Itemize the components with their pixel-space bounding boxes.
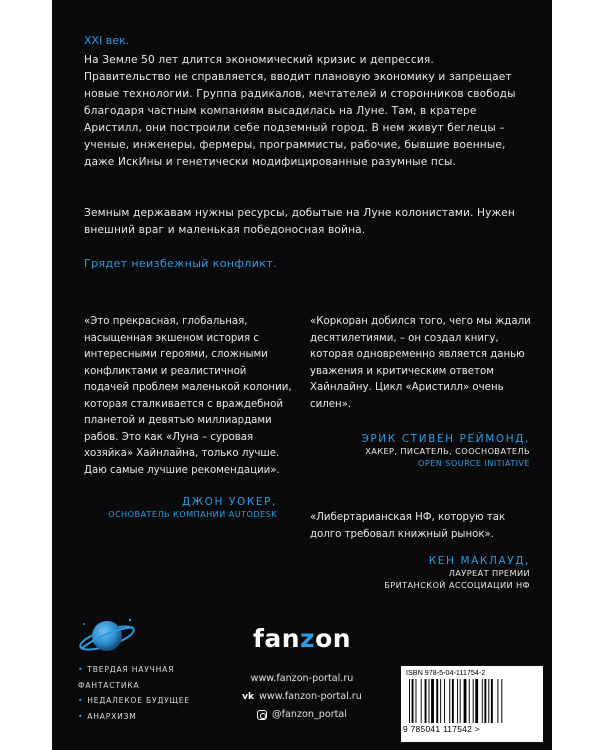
author-role: ОСНОВАТЕЛЬ КОМПАНИИ AUTODESK [108, 509, 277, 519]
synopsis-paragraph-2: Земным державам нужны ресурсы, добытые на Луне колонистами. Нужен внешний враг и маленькая победоносная война. [84, 207, 516, 236]
genre-item: • НЕДАЛЕКОЕ БУДУЩЕЕ [78, 696, 190, 705]
bullet-icon: • [78, 696, 84, 705]
publisher-links [202, 670, 402, 724]
review-quote-raymond: «Коркоран добился того, чего мы ждали десятилетиями, – он создал книгу, которая одновременно является данью уважения и критическим ответом Хайнлайну. Цикл «Аристилл» очень силен». [310, 316, 531, 410]
isbn-text: ISBN 978-5-04-111754-2 [406, 668, 486, 677]
genre-item: • АНАРХИЗМ [78, 711, 137, 721]
isbn-barcode [401, 666, 543, 742]
review-author-walker [57, 496, 277, 520]
fanzon-logo: fanzon [252, 624, 352, 653]
vk-link[interactable]: vk www.fanzon-portal.ru [202, 688, 402, 706]
review-author-raymond [300, 433, 530, 469]
author-role: ЛАУРЕАТ ПРЕМИИ [448, 568, 530, 578]
author-role: ХАКЕР, ПИСАТЕЛЬ, СООСНОВАТЕЛЬ [365, 446, 530, 456]
author-name: ЭРИК СТИВЕН РЕЙМОНД, [361, 433, 530, 445]
author-name: ДЖОН УОКЕР, [181, 496, 277, 508]
website-link[interactable]: www.fanzon-portal.ru [250, 673, 354, 684]
review-quote-macleod: «Либертарианская НФ, которую так долго требовал книжный рынок». [310, 512, 506, 540]
genre-item: • ТВЕРДАЯ НАУЧНАЯ ФАНТАСТИКА [78, 665, 175, 690]
synopsis-paragraph-1: На Земле 50 лет длится экономический кризис и депрессия. Правительство не справляется, вводит плановую экономику и запрещает новые технологии. Группа радикалов, мечтателей и сторонников свободы благодаря частным компаниям высадилась на Луне. Там, в кратере Аристилл, они построили себе подземный город. В нем живут беглецы – ученые, инженеры, фермеры, программисты, рабочие, бывшие военные, даже ИскИны и генетически модифицированные разумные псы. [84, 54, 516, 168]
author-name: КЕН МАКЛАУД, [428, 555, 530, 567]
author-role: БРИТАНСКОЙ АССОЦИАЦИИ НФ [384, 580, 530, 590]
genre-list [78, 662, 218, 724]
tagline: Грядет неизбежный конфликт. [84, 257, 278, 270]
barcode-icon [409, 679, 535, 723]
instagram-icon [257, 710, 267, 720]
review-author-macleod [300, 555, 530, 591]
era-heading: XXI век. [84, 34, 130, 47]
instagram-link[interactable]: @fanzon_portal [202, 706, 402, 724]
book-back-cover [52, 0, 552, 750]
vk-icon: vk [242, 692, 255, 702]
author-role: OPEN SOURCE INITIATIVE [417, 458, 530, 468]
bullet-icon: • [78, 711, 84, 721]
review-quote-walker: «Это прекрасная, глобальная, насыщенная экшеном история с интересными героями, сложными конфликтами и реалистичной подачей проблем маленькой колонии, которая сталкивается с враждебной планетой и девятью миллиардами рабов. Это как «Луна – суровая хозяйка» Хайнлайна, только лучше. Даю самые лучшие рекомендации». [84, 316, 292, 476]
barcode-digits: 9 785041 117542 > [403, 724, 480, 734]
bullet-icon: • [78, 665, 84, 674]
